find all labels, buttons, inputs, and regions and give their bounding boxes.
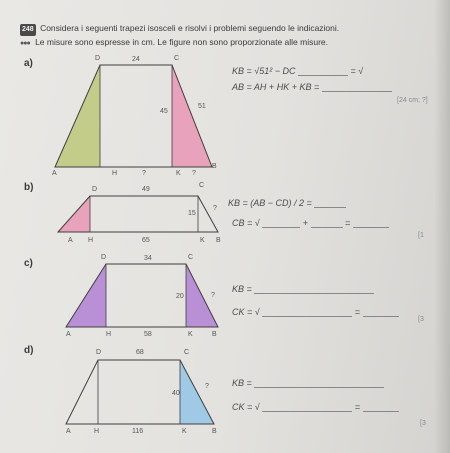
side-label-b: ? <box>213 205 217 212</box>
formula-cb-b-plus: + <box>302 218 308 228</box>
formula-kb-a-text: KB = √51² − DC <box>232 66 296 76</box>
formula-ck-d-text: CK = √ <box>232 402 260 412</box>
section-label-b: b) <box>24 182 34 193</box>
side-label-a: 51 <box>198 103 206 110</box>
vertex-c-d: C <box>184 349 190 356</box>
vertex-k-a: K <box>176 170 181 177</box>
instruction-text: Considera i seguenti trapezi isosceli e risolvi i problemi seguendo le indicazioni. <box>40 23 340 33</box>
top-base-a: 24 <box>132 56 140 63</box>
vertex-b-b: B <box>216 237 221 244</box>
vertex-b-c: B <box>212 331 217 338</box>
top-base-c: 34 <box>144 255 152 262</box>
bottom-base-b: 65 <box>142 237 150 244</box>
side-label-d: ? <box>205 383 209 390</box>
vertex-d-d: D <box>96 349 102 356</box>
page-edge-shadow <box>434 0 450 453</box>
answer-blank-kb-d[interactable] <box>254 378 384 388</box>
vertex-k-b: K <box>200 237 205 244</box>
vertex-d-a: D <box>95 55 101 62</box>
height-label-d: 40 <box>172 390 180 397</box>
height-label-b: 15 <box>188 210 196 217</box>
vertex-h-d: H <box>94 428 100 435</box>
answer-note-b: [1 <box>418 232 424 239</box>
vertex-b-d: B <box>212 428 217 435</box>
vertex-a-d: A <box>66 428 71 435</box>
top-base-d: 68 <box>136 349 144 356</box>
section-label-d: d) <box>24 345 34 356</box>
vertex-h-a: H <box>112 170 118 177</box>
vertex-a-a: A <box>52 170 57 177</box>
vertex-c-b: C <box>199 182 205 189</box>
section-label-a: a) <box>24 58 33 69</box>
height-label-a: 45 <box>160 108 168 115</box>
top-base-b: 49 <box>142 186 150 193</box>
section-label-c: c) <box>24 258 33 269</box>
trapezoid-d <box>66 360 214 424</box>
formula-ck-c <box>232 307 399 317</box>
answer-blank-ck-d-1[interactable] <box>262 402 352 412</box>
formula-kb-b <box>228 198 346 208</box>
answer-blank-kb-c[interactable] <box>254 284 374 294</box>
vertex-k-d: K <box>182 428 187 435</box>
formula-cb-b-text: CB = √ <box>232 218 260 228</box>
formula-ck-d <box>232 402 399 412</box>
answer-blank-ck-d-2[interactable] <box>363 402 399 412</box>
bottom-base-c: 58 <box>144 331 152 338</box>
vertex-b-a: B <box>212 163 217 170</box>
formula-ck-d-eq: = <box>354 402 360 412</box>
vertex-a-b: A <box>68 237 73 244</box>
formula-kb-a <box>232 66 363 76</box>
answer-blank-cb-b-3[interactable] <box>353 218 389 228</box>
formula-kb-d <box>232 378 384 388</box>
formula-kb-c <box>232 284 374 294</box>
formula-kb-d-text: KB = <box>232 378 252 388</box>
answer-note-c: [3 <box>418 316 424 323</box>
trapezoid-c <box>66 264 218 327</box>
trapezoid-a <box>55 65 212 167</box>
vertex-k-c: K <box>188 331 193 338</box>
answer-blank-ck-c-2[interactable] <box>363 307 399 317</box>
formula-kb-c-text: KB = <box>232 284 252 294</box>
formula-cb-b-eq: = <box>345 218 351 228</box>
formula-kb-b-text: KB = (AB − CD) / 2 = <box>228 198 312 208</box>
bottom-base-d: 116 <box>132 428 144 435</box>
exercise-number: 248 <box>20 24 36 36</box>
answer-note-a: [24 cm; ?] <box>397 97 428 104</box>
formula-cb-b <box>232 218 389 228</box>
formula-ck-c-eq: = <box>354 307 360 317</box>
vertex-c-a: C <box>174 55 180 62</box>
vertex-h-c: H <box>106 331 112 338</box>
difficulty-dots: ●●● <box>20 40 30 47</box>
vertex-d-c: D <box>101 254 107 261</box>
vertex-d-b: D <box>92 186 98 193</box>
answer-note-d: [3 <box>420 420 426 427</box>
vertex-h-b: H <box>88 237 94 244</box>
formula-ab-a-text: AB = AH + HK + KB = <box>232 82 320 92</box>
measure-note: Le misure sono espresse in cm. Le figure non sono proporzionate alle misure. <box>35 37 328 47</box>
vertex-c-c: C <box>188 254 194 261</box>
formula-ck-c-text: CK = √ <box>232 307 260 317</box>
seg-hk-a: ? <box>142 170 146 177</box>
formula-kb-a-handwritten: = √ <box>350 66 364 76</box>
side-label-c: ? <box>211 292 215 299</box>
vertex-a-c: A <box>66 331 71 338</box>
formula-ab-a <box>232 82 392 92</box>
height-label-c: 20 <box>176 293 184 300</box>
answer-blank-cb-b-1[interactable] <box>262 218 300 228</box>
answer-blank-kb-a[interactable] <box>298 66 348 76</box>
answer-blank-ck-c-1[interactable] <box>262 307 352 317</box>
answer-blank-cb-b-2[interactable] <box>311 218 343 228</box>
answer-blank-kb-b[interactable] <box>314 198 346 208</box>
answer-blank-ab-a[interactable] <box>322 82 392 92</box>
seg-kb-a: ? <box>192 170 196 177</box>
